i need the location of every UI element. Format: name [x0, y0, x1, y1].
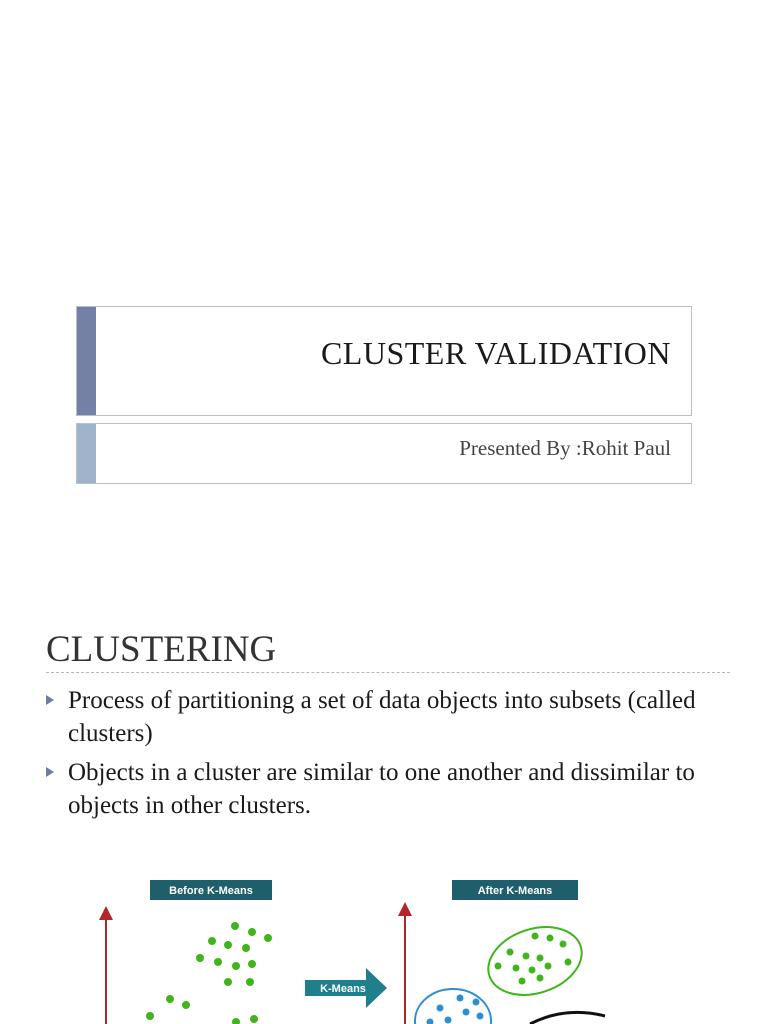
slide-subtitle: Presented By :Rohit Paul: [459, 436, 671, 460]
heading-divider: [46, 672, 730, 673]
kmeans-arrow-label: K-Means: [320, 983, 366, 995]
slide-heading: CLUSTERING: [46, 629, 277, 670]
blue-cluster-points: [427, 995, 484, 1024]
green-cluster-outline: [479, 916, 590, 1007]
bullet-triangle-icon: [46, 767, 54, 777]
bullet-list: [46, 684, 726, 828]
kmeans-diagram: [0, 866, 768, 1024]
title-band-stripe: [77, 307, 96, 415]
title-band: [76, 306, 692, 416]
right-axis-arrowhead-icon: [398, 902, 412, 916]
bullet-item: [46, 684, 726, 750]
slide-title: CLUSTER VALIDATION: [320, 335, 671, 371]
clustering-slide: [0, 576, 768, 1024]
bullet-item: [46, 756, 726, 822]
subtitle-band-stripe: [77, 424, 96, 483]
bullet-triangle-icon: [46, 695, 54, 705]
subtitle-band: [76, 423, 692, 484]
black-cluster-outline: [530, 1012, 605, 1024]
left-axis-arrowhead-icon: [99, 906, 113, 920]
bullet-text: Objects in a cluster are similar to one another and dissimilar to objects in other clusters.: [68, 759, 695, 819]
before-points: [146, 922, 272, 1024]
after-label: After K-Means: [477, 885, 553, 897]
bullet-text: Process of partitioning a set of data objects into subsets (called clusters): [68, 687, 696, 747]
before-label: Before K-Means: [169, 885, 253, 897]
